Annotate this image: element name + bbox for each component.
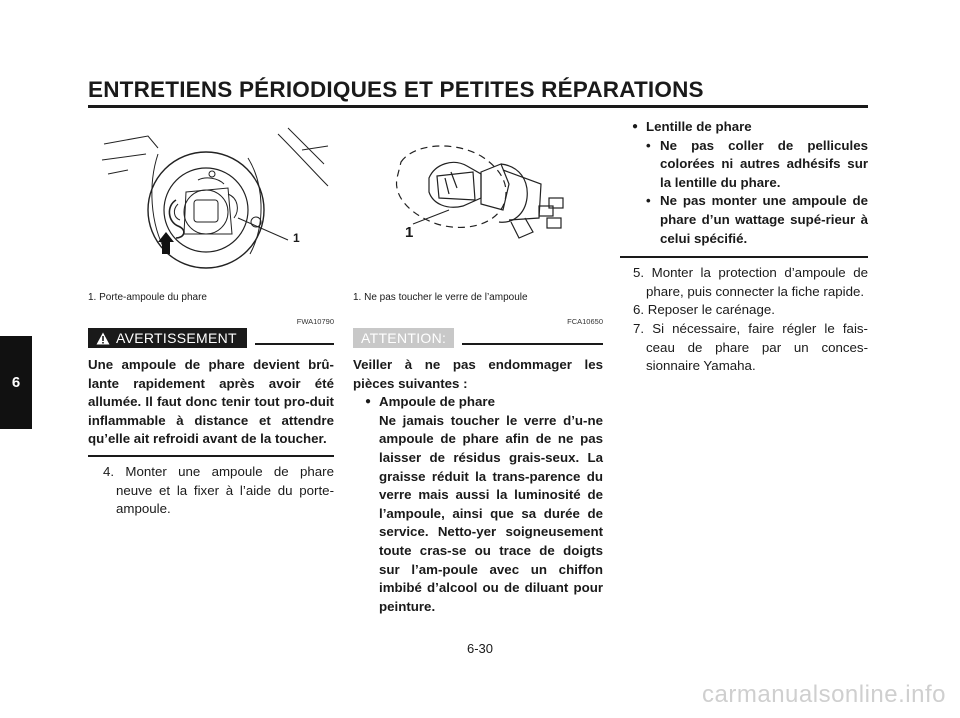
warning-rule [255, 343, 334, 345]
bullet-dot-icon: ● [365, 396, 372, 408]
step-5: 5. Monter la protection d’ampoule de phare, puis connecter la fiche rapide. [633, 265, 868, 299]
figure-callout: 1 [405, 224, 414, 241]
figure-callout: 1 [293, 231, 300, 245]
warning-label: AVERTISSEMENT [116, 330, 237, 346]
title-rule [88, 105, 868, 108]
bulb-holder-figure [88, 114, 334, 280]
warning-text: Une ampoule de phare devient brû-lante rapidement après avoir été allumée. Il faut donc tenir tout pro-duit inflammable à distance et attendre qu’elle ait refroidi avant de la toucher. [88, 356, 334, 457]
bulb-illustration [353, 114, 603, 280]
warning-badge [88, 328, 247, 348]
bullet-title: Lentille de phare [646, 119, 752, 134]
attention-intro: Veiller à ne pas endommager les pièces suivantes : [353, 357, 603, 391]
attention-badge: ATTENTION: [353, 328, 454, 348]
bullet-dot-icon: ● [632, 121, 639, 132]
page-title: ENTRETIENS PÉRIODIQUES ET PETITES RÉPARATIONS [88, 77, 704, 102]
sub-item-text: Ne pas coller de pellicules colorées ni autres adhésifs sur la lentille du phare. [660, 137, 868, 190]
watermark: carmanualsonline.info [702, 681, 946, 708]
sub-item [646, 192, 868, 248]
attention-rule [462, 343, 603, 345]
warning-header [88, 328, 334, 348]
figure-caption: 1. Porte-ampoule du phare [88, 292, 207, 303]
chapter-tab [0, 336, 32, 429]
attention-end-rule [620, 256, 868, 258]
step-4: 4. Monter une ampoule de phare neuve et la fixer à l’aide du porte-ampoule. [103, 463, 334, 517]
attention-header [353, 328, 603, 348]
attention-code: FCA10650 [567, 317, 603, 326]
sub-bullet-icon: • [646, 193, 651, 209]
bullet-title: Ampoule de phare [379, 394, 495, 410]
sub-item [646, 137, 868, 193]
step-7: 7. Si nécessaire, faire régler le fais-ceau de phare par un conces-sionnaire Yamaha. [633, 320, 868, 374]
sub-item-text: Ne pas monter une ampoule de phare d’un wattage supé-rieur à celui spécifié. [660, 193, 868, 246]
figure-caption: 1. Ne pas toucher le verre de l’ampoule [353, 292, 528, 303]
sub-bullet-icon: • [646, 137, 651, 153]
right-column [620, 118, 868, 376]
bullet-text: Ne jamais toucher le verre d’u-ne ampoule de phare afin de ne pas laisser de résidus grais-seux. La graisse réduit la trans-parence du verre mais aussi la luminosité de l’ampoule, ainsi que sa durée de service. Netto-yer soigneusement toute cras-se ou trace de doigts sur l’am-poule avec un chiffon imbibé d’alcool ou de diluant pour peinture. [379, 412, 603, 614]
middle-column [353, 114, 603, 616]
warning-code: FWA10790 [296, 317, 334, 326]
step-6: 6. Reposer le carénage. [633, 302, 775, 318]
bullet-item-lens [632, 118, 868, 248]
page-number: 6-30 [466, 641, 494, 656]
chapter-number: 6 [11, 374, 21, 391]
left-column [88, 114, 334, 519]
bulb-figure [353, 114, 603, 280]
bulb-holder-illustration [88, 114, 334, 280]
bullet-item-bulb [365, 393, 603, 616]
warning-triangle-icon [96, 332, 110, 345]
